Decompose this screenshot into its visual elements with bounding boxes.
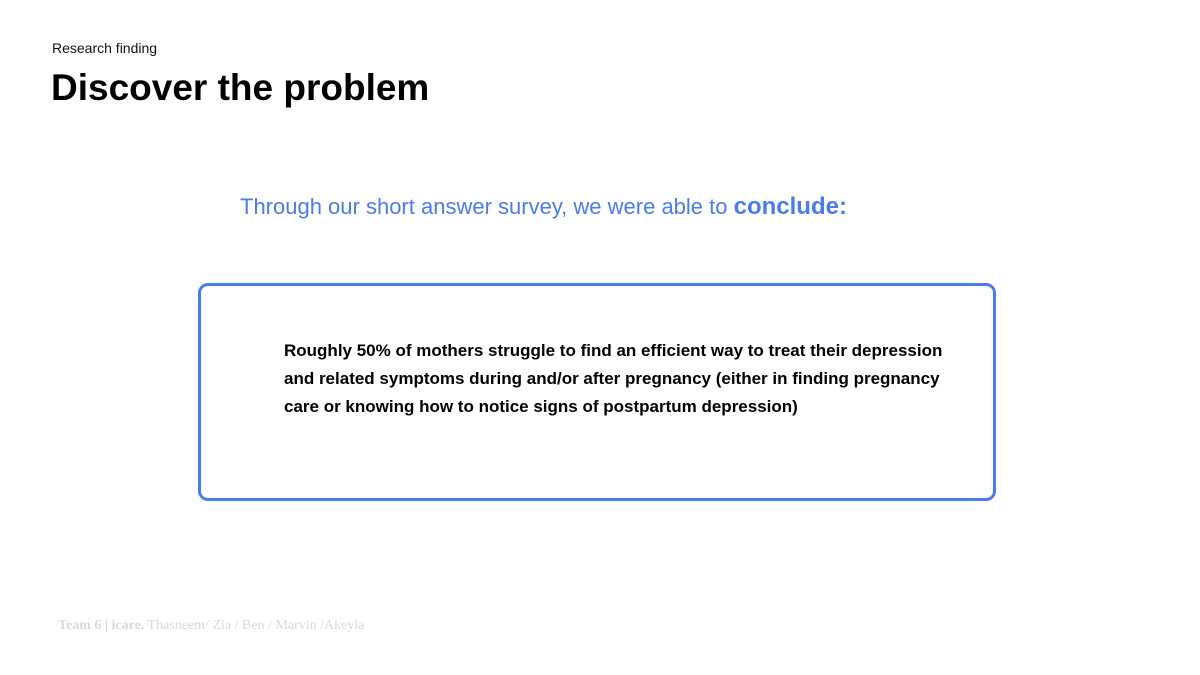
section-label: Research finding xyxy=(52,40,158,56)
intro-emphasis: conclude: xyxy=(733,193,847,220)
footer-members: Thasneem/ Zia / Ben / Marvin /Akeyla xyxy=(144,618,365,633)
footer-credits xyxy=(58,617,364,635)
slide-title: Discover the problem xyxy=(51,67,430,108)
finding-text: Roughly 50% of mothers struggle to find an efficient way to treat their depression and related symptoms during and/or after pregnancy (either in finding pregnancy care or knowing how to notice signs of postpartum depression) xyxy=(284,341,943,416)
footer-team: Team 6 | icare. xyxy=(58,618,145,633)
intro-text: Through our short answer survey, we were able to xyxy=(240,194,734,219)
intro-statement xyxy=(240,192,847,222)
